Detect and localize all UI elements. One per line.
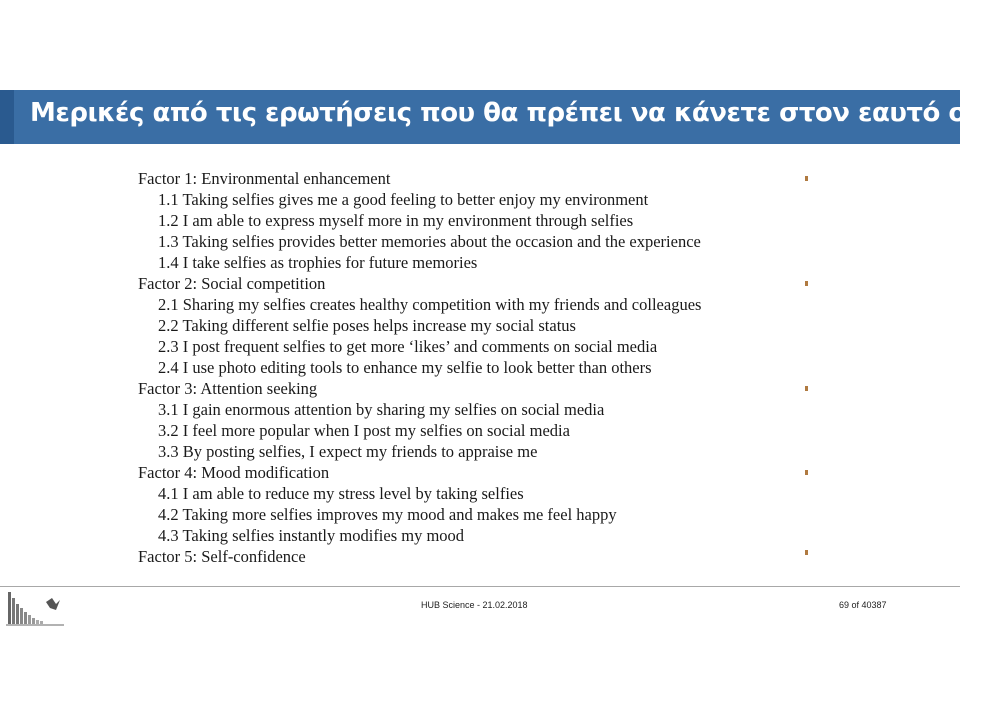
list-item: 2.2 Taking different selfie poses helps increase my social status [158,316,576,335]
list-item: 2.4 I use photo editing tools to enhance my selfie to look better than others [158,358,652,377]
bullet-marker [805,176,808,181]
factor-heading: Factor 4: Mood modification [138,463,330,482]
list-item: 1.4 I take selfies as trophies for future memories [158,253,478,272]
slide-title: Μερικές από τις ερωτήσεις που θα πρέπει να κάνετε στον εαυτό σας [30,98,1000,128]
list-item: 3.2 I feel more popular when I post my selfies on social media [158,421,570,440]
list-item: 1.1 Taking selfies gives me a good feeling to better enjoy my environment [158,190,649,209]
list-item: 4.1 I am able to reduce my stress level by taking selfies [158,484,524,503]
page-number: 69 of 40387 [839,600,887,610]
bullet-marker [805,386,808,391]
list-item: 2.3 I post frequent selfies to get more ‘likes’ and comments on social media [158,337,658,356]
list-item: 1.3 Taking selfies provides better memories about the occasion and the experience [158,232,701,251]
list-item: 3.3 By posting selfies, I expect my friends to appraise me [158,442,538,461]
hub-logo-icon [6,588,64,628]
bullet-marker [805,550,808,555]
list-item: 4.2 Taking more selfies improves my mood and makes me feel happy [158,505,617,524]
list-item: 3.1 I gain enormous attention by sharing my selfies on social media [158,400,605,419]
list-item: 1.2 I am able to express myself more in my environment through selfies [158,211,634,230]
slide-title-bar [0,90,1000,144]
bullet-marker [805,470,808,475]
factor-heading: Factor 2: Social competition [138,274,326,293]
factor-heading: Factor 3: Attention seeking [138,379,318,398]
footer-divider [0,586,960,587]
list-item: 4.3 Taking selfies instantly modifies my mood [158,526,465,545]
bullet-marker [805,281,808,286]
factor-heading-cut: Factor 5: Self-confidence [138,547,306,566]
footer-event: HUB Science - 21.02.2018 [421,600,528,610]
factor-heading: Factor 1: Environmental enhancement [138,169,391,188]
list-item: 2.1 Sharing my selfies creates healthy competition with my friends and colleagues [158,295,702,314]
questionnaire-image [138,168,818,566]
